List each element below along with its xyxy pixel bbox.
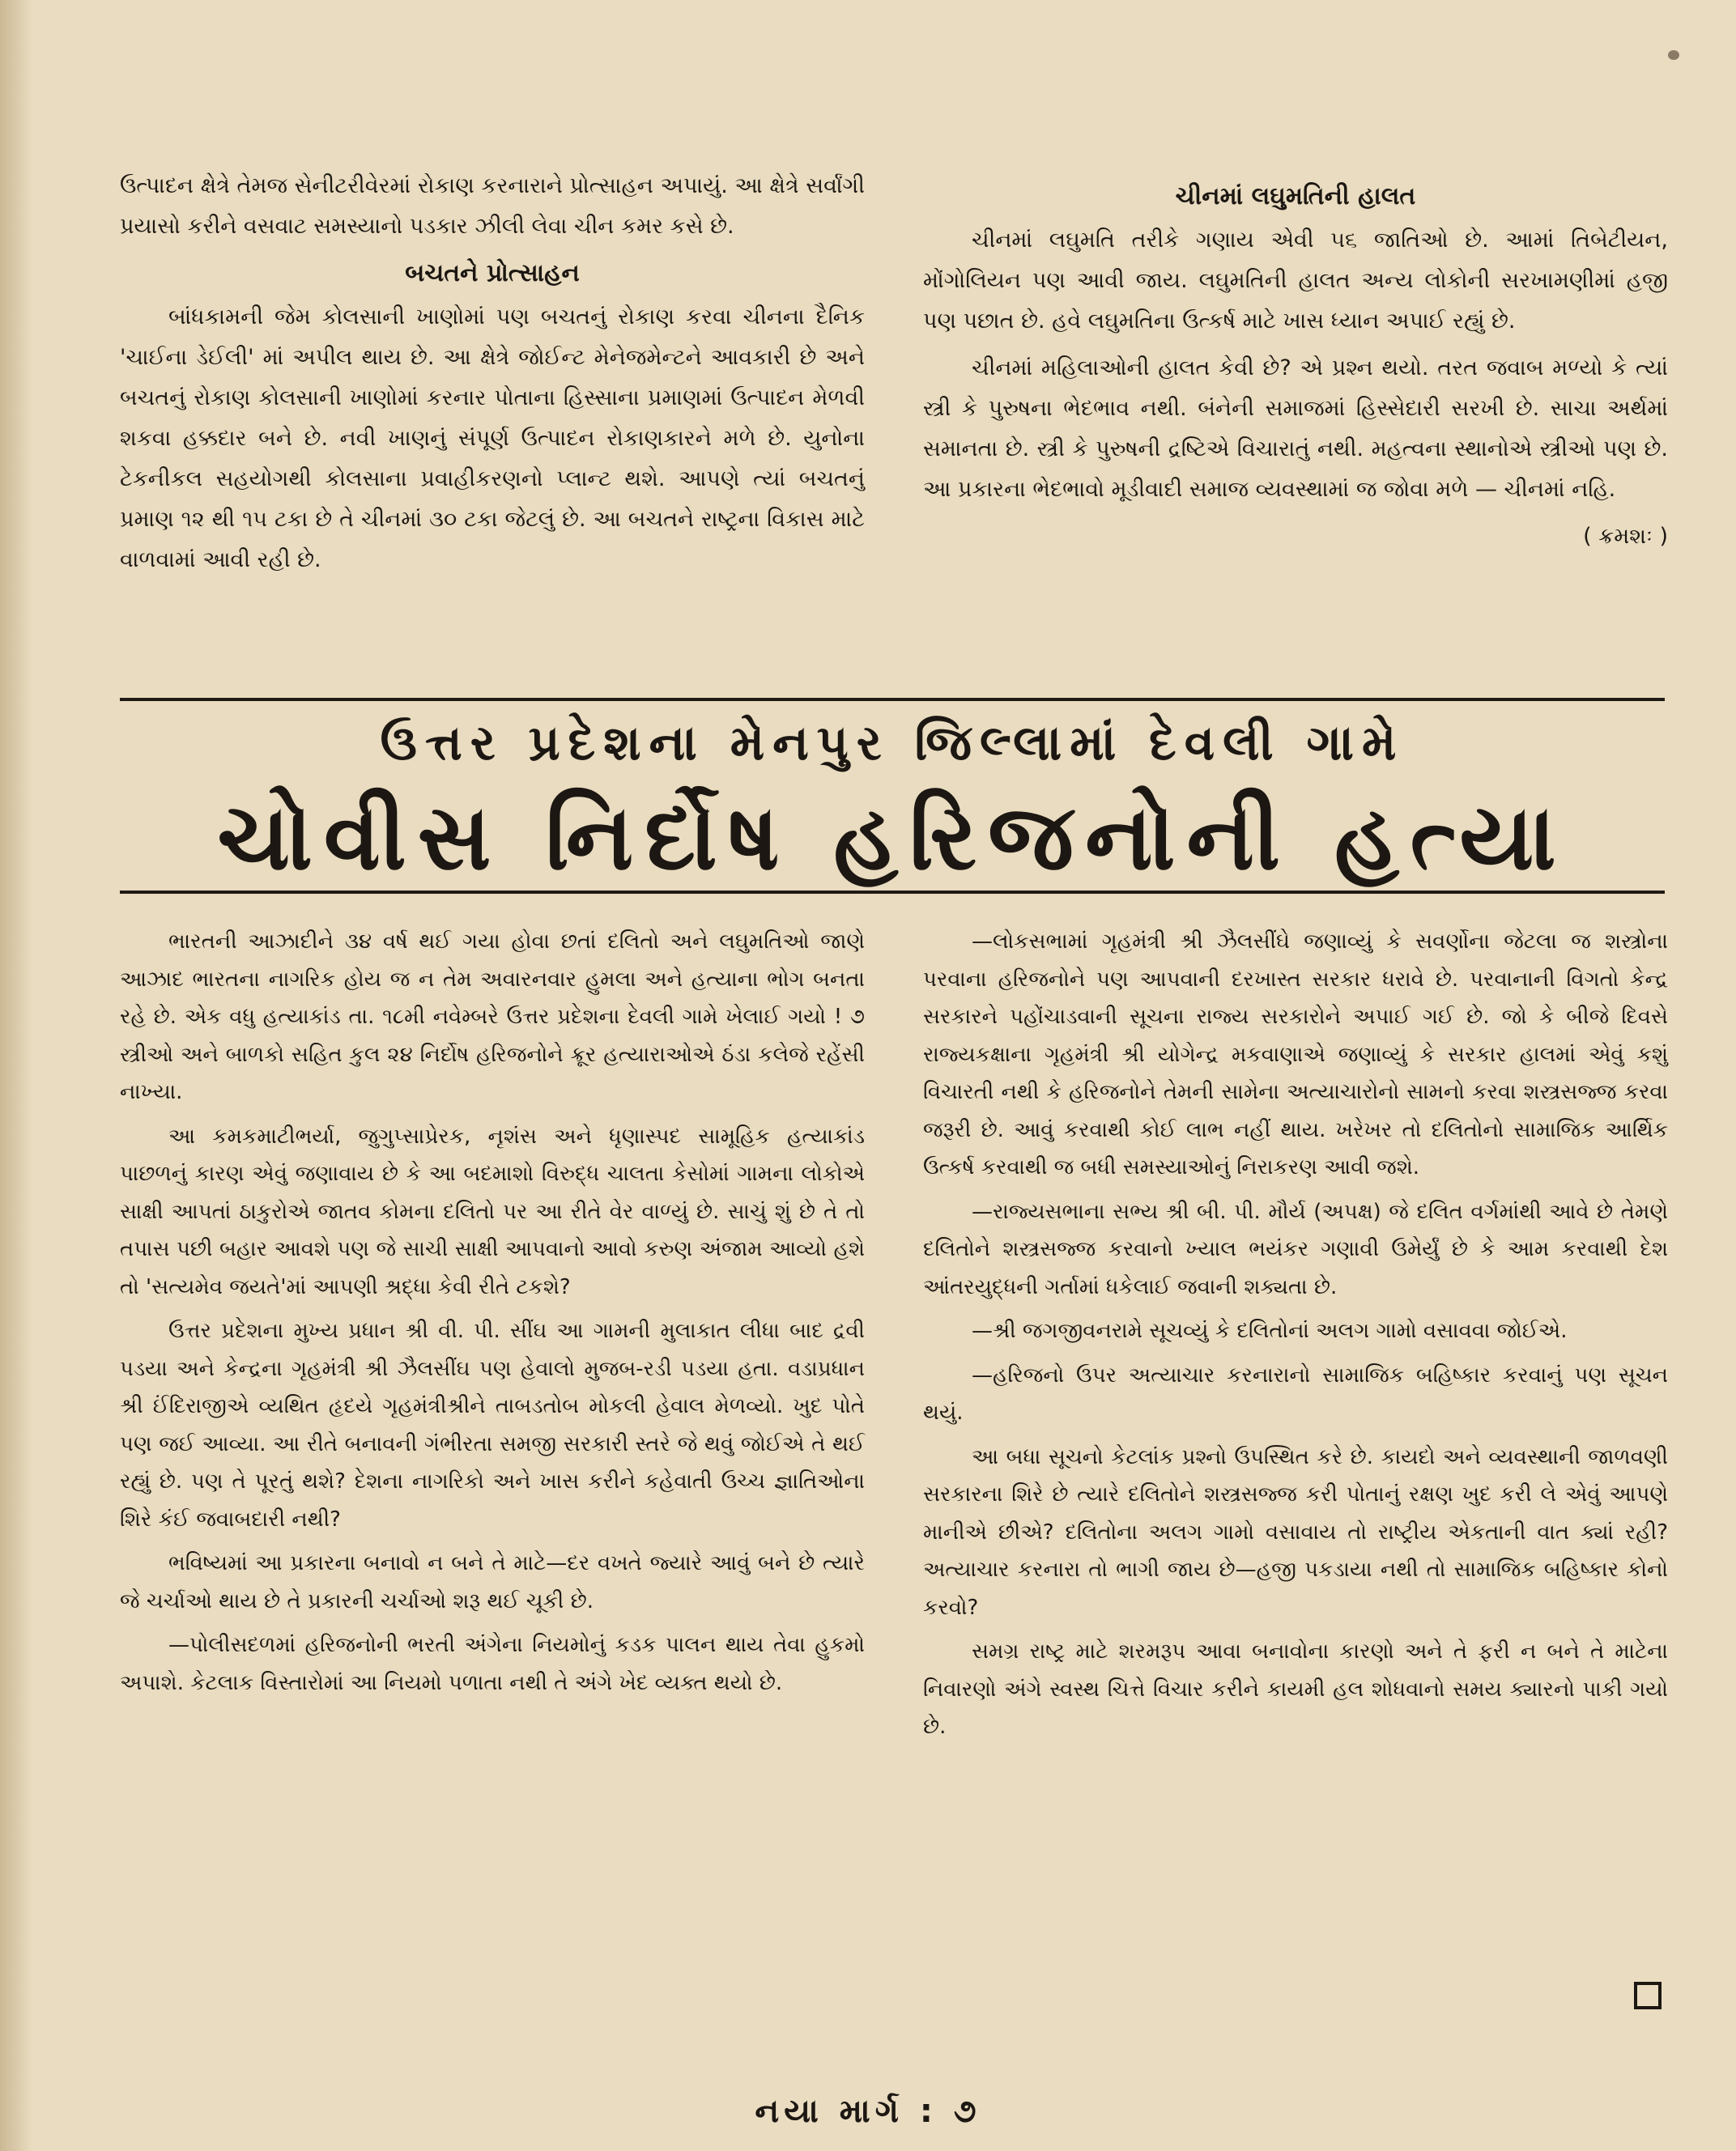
paragraph: —રાજ્યસભાના સભ્ય શ્રી બી. પી. મૌર્ય (અપક્ષ) જે દલિત વર્ગમાંથી આવે છે તેમણે દલિતોને શસ્ત્રસજ્જ કરવાનો ખ્યાલ ભયંકર ગણાવી ઉમેર્યું છે કે આમ કરવાથી દેશ આંતરયુદ્ધની ગર્તામાં ધકેલાઈ જવાની શક્યતા છે.	[923, 1199, 1668, 1299]
paragraph: —પોલીસદળમાં હરિજનોની ભરતી અંગેના નિયમોનું કડક પાલન થાય તેવા હુકમો અપાશે. કેટલાક વિસ્તારોમાં આ નિયમો પળાતા નથી તે અંગે ખેદ વ્યક્ત થયો છે.	[120, 1633, 865, 1695]
top-left-column	[120, 166, 865, 587]
headline-bottom-rule	[120, 891, 1665, 894]
ink-spot	[1668, 50, 1679, 60]
article-right-column	[923, 923, 1668, 1753]
paragraph: —શ્રી જગજીવનરામે સૂચવ્યું કે દલિતોનાં અલગ ગામો વસાવવા જોઈએ.	[972, 1319, 1568, 1343]
paragraph: ભવિષ્યમાં આ પ્રકારના બનાવો ન બને તે માટે—દર વખતે જ્યારે આવું બને છે ત્યારે જે ચર્ચાઓ થાય છે તે પ્રકારની ચર્ચાઓ શરૂ થઈ ચૂકી છે.	[120, 1551, 865, 1613]
paragraph: —હરિજનો ઉપર અત્યાચાર કરનારાનો સામાજિક બહિષ્કાર કરવાનું પણ સૂચન થયું.	[923, 1362, 1668, 1425]
paragraph: ઉત્પાદન ક્ષેત્રે તેમજ સેનીટરીવેરમાં રોકાણ કરનારાને પ્રોત્સાહન અપાયું. આ ક્ષેત્રે સર્વાંગી પ્રયાસો કરીને વસવાટ સમસ્યાનો પડકાર ઝીલી લેવા ચીન કમર કસે છે.	[120, 173, 865, 239]
end-of-article-mark	[1634, 1982, 1662, 2009]
paragraph: —લોકસભામાં ગૃહમંત્રી શ્રી ઝૈલસીંઘે જણાવ્યું કે સવર્ણોના જેટલા જ શસ્ત્રોના પરવાના હરિજનોને પણ આપવાની દરખાસ્ત સરકાર ધરાવે છે. પરવાનાની વિગતો કેન્દ્ર સરકારને પહોંચાડવાની સૂચના રાજ્ય સરકારોને અપાઈ ગઈ છે. જો કે બીજે દિવસે રાજ્યકક્ષાના ગૃહમંત્રી શ્રી યોગેન્દ્ર મકવાણાએ જણાવ્યું કે સરકાર હાલમાં એવું કશું વિચારતી નથી કે હરિજનોને તેમની સામેના અત્યાચારોનો સામનો કરવા શસ્ત્રસજ્જ કરવા જરૂરી છે. આવું કરવાથી કોઈ લાભ નહીં થાય. ખરેખર તો દલિતોનો સામાજિક આર્થિક ઉત્કર્ષ કરવાથી જ બધી સમસ્યાઓનું નિરાકરણ આવી જશે.	[923, 929, 1668, 1180]
paragraph: ઉત્તર પ્રદેશના મુખ્ય પ્રધાન શ્રી વી. પી. સીંઘ આ ગામની મુલાકાત લીધા બાદ દ્રવી પડયા અને કેન્દ્રના ગૃહમંત્રી શ્રી ઝૈલસીંઘ પણ હેવાલો મુજબ-રડી પડયા હતા. વડાપ્રધાન શ્રી ઈંદિરાજીએ વ્યથિત હૃદયે ગૃહમંત્રીશ્રીને તાબડતોબ મોકલી હેવાલ મેળવ્યો. ખુદ પોતે પણ જઈ આવ્યા. આ રીતે બનાવની ગંભીરતા સમજી સરકારી સ્તરે જે થવું જોઈએ તે થઈ રહ્યું છે. પણ તે પૂરતું થશે? દેશના નાગરિકો અને ખાસ કરીને કહેવાતી ઉચ્ચ જ્ઞાતિઓના શિરે કંઈ જવાબદારી નથી?	[120, 1319, 865, 1532]
continued-label: ( ક્રમશઃ )	[1583, 524, 1668, 549]
article-left-column	[120, 923, 865, 1708]
top-right-column	[923, 176, 1668, 557]
paragraph: બાંધકામની જેમ કોલસાની ખાણોમાં પણ બચતનું રોકાણ કરવા ચીનના દૈનિક 'ચાઈના ડેઈલી' માં અપીલ થાય છે. આ ક્ષેત્રે જોઈન્ટ મેનેજમેન્ટને આવકારી છે અને બચતનું રોકાણ કોલસાની ખાણોમાં કરનાર પોતાના હિસ્સાના પ્રમાણમાં ઉત્પાદન મેળવી શકવા હક્કદાર બને છે. નવી ખાણનું સંપૂર્ણ ઉત્પાદન રોકાણકારને મળે છે. યુનોના ટેકનીકલ સહયોગથી કોલસાના પ્રવાહીકરણનો પ્લાન્ટ થશે. આપણે ત્યાં બચતનું પ્રમાણ ૧૨ થી ૧૫ ટકા છે તે ચીનમાં ૩૦ ટકા જેટલું છે. આ બચતને રાષ્ટ્રના વિકાસ માટે વાળવામાં આવી રહી છે.	[120, 304, 865, 572]
paragraph: ભારતની આઝાદીને ૩૪ વર્ષ થઈ ગયા હોવા છતાં દલિતો અને લઘુમતિઓ જાણે આઝાદ ભારતના નાગરિક હોય જ ન તેમ અવારનવાર હુમલા અને હત્યાના ભોગ બનતા રહે છે. એક વધુ હત્યાકાંડ તા. ૧૮મી નવેમ્બરે ઉત્તર પ્રદેશના દેવલી ગામે ખેલાઈ ગયો ! ૭ સ્ત્રીઓ અને બાળકો સહિત કુલ ૨૪ નિર્દોષ હરિજનોને ક્રૂર હત્યારાઓએ ઠંડા કલેજે રહેંસી નાખ્યા.	[120, 929, 865, 1104]
page-footer: નયા માર્ગ : ૭	[755, 2093, 981, 2130]
paragraph: ચીનમાં લઘુમતિ તરીકે ગણાય એવી ૫૬ જાતિઓ છે. આમાં તિબેટીયન, મોંગોલિયન પણ આવી જાય. લઘુમતિની હાલત અન્ય લોકોની સરખામણીમાં હજી પણ પછાત છે. હવે લઘુમતિના ઉત્કર્ષ માટે ખાસ ધ્યાન અપાઈ રહ્યું છે.	[923, 227, 1668, 334]
paragraph: ચીનમાં મહિલાઓની હાલત કેવી છે? એ પ્રશ્ન થયો. તરત જવાબ મળ્યો કે ત્યાં સ્ત્રી કે પુરુષના ભેદભાવ નથી. બંનેની સમાજમાં હિસ્સેદારી સરખી છે. સાચા અર્થમાં સમાનતા છે. સ્ત્રી કે પુરુષની દ્રષ્ટિએ વિચારાતું નથી. મહત્વના સ્થાનોએ સ્ત્રીઓ પણ છે. આ પ્રકારના ભેદભાવો મૂડીવાદી સમાજ વ્યવસ્થામાં જ જોવા મળે — ચીનમાં નહિ.	[923, 355, 1668, 502]
section-heading: ચીનમાં લઘુમતિની હાલત	[1175, 182, 1416, 210]
paragraph: આ બધા સૂચનો કેટલાંક પ્રશ્નો ઉપસ્થિત કરે છે. કાયદો અને વ્યવસ્થાની જાળવણી સરકારના શિરે છે ત્યારે દલિતોને શસ્ત્રસજ્જ કરી પોતાનું રક્ષણ ખુદ કરી લે એવું આપણે માનીએ છીએ? દલિતોના અલગ ગામો વસાવાય તો રાષ્ટ્રીય એકતાની વાત ક્યાં રહી? અત્યાચાર કરનારા તો ભાગી જાય છે—હજી પકડાયા નથી તો સામાજિક બહિષ્કાર કોનો કરવો?	[923, 1444, 1668, 1620]
paragraph: સમગ્ર રાષ્ટ્ર માટે શરમરૂપ આવા બનાવોના કારણો અને તે ફરી ન બને તે માટેના નિવારણો અંગે સ્વસ્થ ચિત્તે વિચાર કરીને કાયમી હલ શોધવાનો સમય ક્યારનો પાકી ગયો છે.	[923, 1639, 1668, 1739]
headline-kicker: ઉત્તર પ્રદેશના મેનપુર જિલ્લામાં દેવલી ગામે	[380, 715, 1405, 772]
headline: ચોવીસ નિર્દોષ હરિજનોની હત્યા	[217, 785, 1568, 891]
section-heading: બચતને પ્રોત્સાહન	[405, 259, 580, 287]
headline-top-rule	[120, 698, 1665, 701]
page-edge	[0, 0, 32, 2151]
paragraph: આ કમકમાટીભર્યા, જુગુપ્સાપ્રેરક, નૃશંસ અને ધૃણાસ્પદ સામૂહિક હત્યાકાંડ પાછળનું કારણ એવું જણાવાય છે કે આ બદમાશો વિરુદ્ધ ચાલતા કેસોમાં ગામના લોકોએ સાક્ષી આપતાં ઠાકુરોએ જાતવ કોમના દલિતો પર આ રીતે વેર વાળ્યું છે. સાચું શું છે તે તો તપાસ પછી બહાર આવશે પણ જે સાચી સાક્ષી આપવાનો આવો કરુણ અંજામ આવ્યો હશે તો 'સત્યમેવ જયતે'માં આપણી શ્રદ્ધા કેવી રીતે ટકશે?	[120, 1124, 865, 1299]
